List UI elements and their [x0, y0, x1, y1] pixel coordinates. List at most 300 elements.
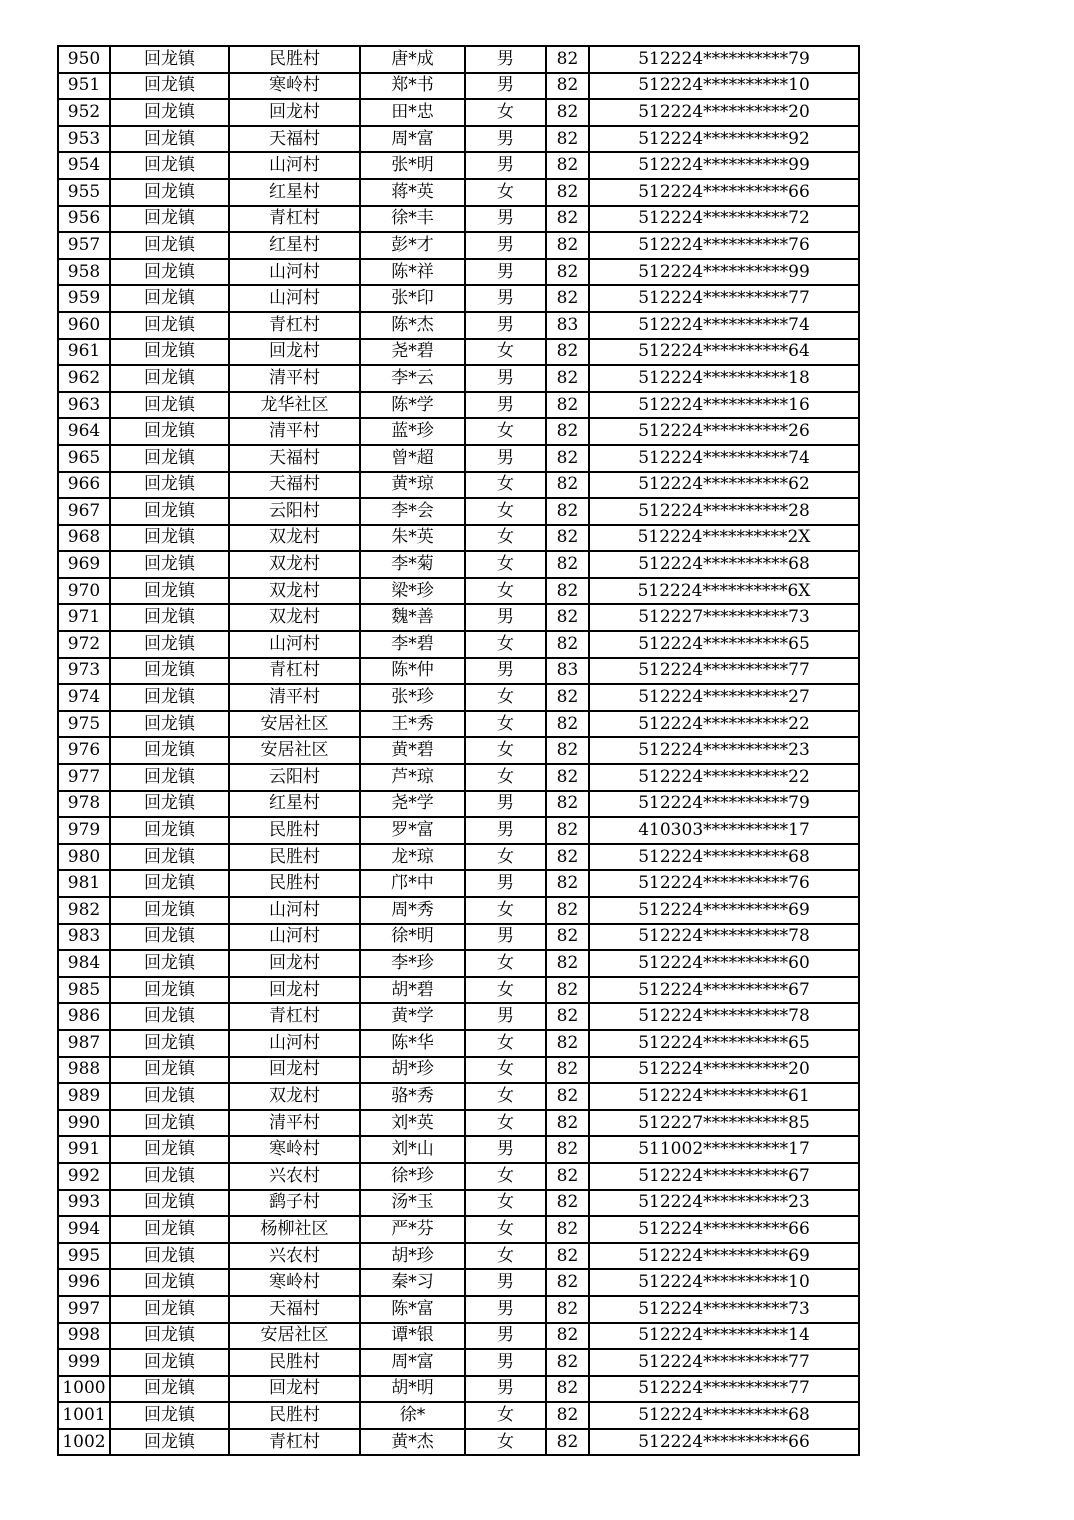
cell-age: 82 [546, 551, 589, 578]
cell-town: 回龙镇 [110, 1083, 229, 1110]
cell-town: 回龙镇 [110, 1163, 229, 1190]
cell-village: 山河村 [229, 924, 360, 951]
cell-name: 李*菊 [360, 551, 465, 578]
cell-village: 红星村 [229, 179, 360, 206]
cell-gender: 男 [465, 126, 546, 153]
cell-id_number: 512224**********92 [589, 126, 859, 153]
cell-id_number: 512224**********78 [589, 1003, 859, 1030]
cell-age: 82 [546, 445, 589, 472]
cell-town: 回龙镇 [110, 1402, 229, 1429]
cell-town: 回龙镇 [110, 126, 229, 153]
cell-village: 双龙村 [229, 604, 360, 631]
cell-index: 970 [58, 578, 110, 605]
cell-village: 云阳村 [229, 764, 360, 791]
cell-town: 回龙镇 [110, 206, 229, 233]
table-body [58, 46, 859, 1455]
cell-town: 回龙镇 [110, 1269, 229, 1296]
cell-gender: 男 [465, 1296, 546, 1323]
cell-id_number: 512224**********6X [589, 578, 859, 605]
cell-town: 回龙镇 [110, 897, 229, 924]
cell-town: 回龙镇 [110, 365, 229, 392]
cell-index: 962 [58, 365, 110, 392]
cell-gender: 女 [465, 578, 546, 605]
cell-age: 82 [546, 684, 589, 711]
cell-id_number: 512224**********69 [589, 897, 859, 924]
cell-town: 回龙镇 [110, 711, 229, 738]
cell-name: 黄*杰 [360, 1429, 465, 1456]
cell-village: 山河村 [229, 285, 360, 312]
table-row [58, 658, 859, 685]
cell-index: 982 [58, 897, 110, 924]
cell-town: 回龙镇 [110, 737, 229, 764]
table-row [58, 1429, 859, 1456]
cell-age: 83 [546, 658, 589, 685]
table-row [58, 977, 859, 1004]
table-row [58, 844, 859, 871]
cell-town: 回龙镇 [110, 1057, 229, 1084]
cell-village: 民胜村 [229, 1402, 360, 1429]
cell-village: 云阳村 [229, 498, 360, 525]
cell-index: 992 [58, 1163, 110, 1190]
cell-age: 82 [546, 1402, 589, 1429]
cell-name: 徐*明 [360, 924, 465, 951]
cell-age: 82 [546, 1349, 589, 1376]
cell-gender: 男 [465, 1349, 546, 1376]
cell-index: 955 [58, 179, 110, 206]
cell-gender: 女 [465, 418, 546, 445]
cell-gender: 男 [465, 1323, 546, 1350]
cell-gender: 男 [465, 285, 546, 312]
cell-village: 鹞子村 [229, 1190, 360, 1217]
table-row [58, 1376, 859, 1403]
cell-name: 梁*珍 [360, 578, 465, 605]
cell-town: 回龙镇 [110, 73, 229, 100]
cell-age: 82 [546, 498, 589, 525]
cell-name: 彭*才 [360, 232, 465, 259]
table-row [58, 285, 859, 312]
cell-name: 李*碧 [360, 631, 465, 658]
cell-index: 991 [58, 1136, 110, 1163]
cell-index: 953 [58, 126, 110, 153]
cell-village: 回龙村 [229, 977, 360, 1004]
cell-gender: 女 [465, 1190, 546, 1217]
cell-id_number: 512227**********73 [589, 604, 859, 631]
table-row [58, 631, 859, 658]
cell-town: 回龙镇 [110, 1429, 229, 1456]
cell-village: 天福村 [229, 1296, 360, 1323]
cell-name: 陈*学 [360, 392, 465, 419]
table-row [58, 791, 859, 818]
cell-age: 82 [546, 1057, 589, 1084]
table-row [58, 1323, 859, 1350]
cell-id_number: 512224**********10 [589, 1269, 859, 1296]
cell-village: 兴农村 [229, 1163, 360, 1190]
cell-index: 974 [58, 684, 110, 711]
cell-name: 胡*明 [360, 1376, 465, 1403]
table-row [58, 578, 859, 605]
cell-age: 82 [546, 73, 589, 100]
cell-village: 回龙村 [229, 99, 360, 126]
cell-town: 回龙镇 [110, 684, 229, 711]
cell-id_number: 512224**********67 [589, 1163, 859, 1190]
cell-id_number: 512224**********22 [589, 764, 859, 791]
cell-age: 82 [546, 1243, 589, 1270]
cell-index: 959 [58, 285, 110, 312]
table-row [58, 73, 859, 100]
cell-age: 82 [546, 1376, 589, 1403]
cell-index: 984 [58, 950, 110, 977]
cell-name: 黄*琼 [360, 472, 465, 499]
cell-index: 964 [58, 418, 110, 445]
cell-index: 977 [58, 764, 110, 791]
cell-index: 996 [58, 1269, 110, 1296]
table-row [58, 737, 859, 764]
cell-id_number: 512224**********74 [589, 445, 859, 472]
table-row [58, 924, 859, 951]
cell-id_number: 512224**********64 [589, 339, 859, 366]
cell-gender: 女 [465, 897, 546, 924]
cell-gender: 男 [465, 924, 546, 951]
cell-id_number: 512224**********18 [589, 365, 859, 392]
cell-gender: 女 [465, 684, 546, 711]
cell-name: 李*会 [360, 498, 465, 525]
cell-village: 清平村 [229, 684, 360, 711]
table-row [58, 1349, 859, 1376]
cell-age: 82 [546, 259, 589, 286]
cell-id_number: 512227**********85 [589, 1110, 859, 1137]
cell-town: 回龙镇 [110, 445, 229, 472]
table-row [58, 179, 859, 206]
cell-town: 回龙镇 [110, 977, 229, 1004]
cell-age: 82 [546, 604, 589, 631]
cell-id_number: 512224**********78 [589, 924, 859, 951]
cell-village: 山河村 [229, 152, 360, 179]
cell-name: 汤*玉 [360, 1190, 465, 1217]
cell-id_number: 511002**********17 [589, 1136, 859, 1163]
cell-id_number: 410303**********17 [589, 817, 859, 844]
cell-id_number: 512224**********61 [589, 1083, 859, 1110]
cell-name: 蓝*珍 [360, 418, 465, 445]
cell-index: 958 [58, 259, 110, 286]
roster-table [57, 45, 860, 1456]
cell-town: 回龙镇 [110, 152, 229, 179]
cell-town: 回龙镇 [110, 1349, 229, 1376]
cell-age: 82 [546, 1163, 589, 1190]
cell-village: 安居社区 [229, 737, 360, 764]
cell-index: 999 [58, 1349, 110, 1376]
cell-gender: 男 [465, 817, 546, 844]
cell-age: 82 [546, 1323, 589, 1350]
cell-index: 997 [58, 1296, 110, 1323]
cell-village: 民胜村 [229, 46, 360, 73]
cell-index: 994 [58, 1216, 110, 1243]
cell-town: 回龙镇 [110, 472, 229, 499]
cell-name: 罗*富 [360, 817, 465, 844]
cell-id_number: 512224**********72 [589, 206, 859, 233]
cell-index: 1001 [58, 1402, 110, 1429]
cell-index: 972 [58, 631, 110, 658]
cell-age: 82 [546, 365, 589, 392]
cell-id_number: 512224**********65 [589, 1030, 859, 1057]
cell-age: 82 [546, 870, 589, 897]
cell-id_number: 512224**********69 [589, 1243, 859, 1270]
cell-age: 82 [546, 924, 589, 951]
cell-name: 陈*祥 [360, 259, 465, 286]
cell-name: 张*明 [360, 152, 465, 179]
cell-name: 周*富 [360, 126, 465, 153]
cell-index: 995 [58, 1243, 110, 1270]
cell-age: 82 [546, 206, 589, 233]
cell-name: 龙*琼 [360, 844, 465, 871]
cell-index: 968 [58, 525, 110, 552]
cell-age: 82 [546, 897, 589, 924]
cell-gender: 男 [465, 232, 546, 259]
table-row [58, 1136, 859, 1163]
cell-name: 邝*中 [360, 870, 465, 897]
table-row [58, 46, 859, 73]
cell-index: 966 [58, 472, 110, 499]
cell-index: 987 [58, 1030, 110, 1057]
cell-name: 张*珍 [360, 684, 465, 711]
cell-id_number: 512224**********68 [589, 551, 859, 578]
cell-id_number: 512224**********67 [589, 977, 859, 1004]
cell-town: 回龙镇 [110, 764, 229, 791]
cell-id_number: 512224**********68 [589, 1402, 859, 1429]
table-row [58, 897, 859, 924]
cell-index: 976 [58, 737, 110, 764]
cell-village: 回龙村 [229, 339, 360, 366]
cell-name: 黄*学 [360, 1003, 465, 1030]
cell-gender: 女 [465, 179, 546, 206]
cell-name: 陈*杰 [360, 312, 465, 339]
cell-age: 82 [546, 1269, 589, 1296]
cell-age: 82 [546, 1110, 589, 1137]
cell-age: 82 [546, 1030, 589, 1057]
cell-gender: 男 [465, 1003, 546, 1030]
cell-index: 969 [58, 551, 110, 578]
cell-village: 天福村 [229, 472, 360, 499]
cell-id_number: 512224**********14 [589, 1323, 859, 1350]
cell-name: 骆*秀 [360, 1083, 465, 1110]
cell-gender: 女 [465, 1163, 546, 1190]
cell-age: 82 [546, 1296, 589, 1323]
cell-id_number: 512224**********26 [589, 418, 859, 445]
table-row [58, 392, 859, 419]
cell-village: 双龙村 [229, 525, 360, 552]
cell-village: 青杠村 [229, 658, 360, 685]
cell-age: 82 [546, 392, 589, 419]
cell-age: 82 [546, 631, 589, 658]
table-row [58, 152, 859, 179]
table-row [58, 312, 859, 339]
cell-gender: 女 [465, 99, 546, 126]
cell-village: 寒岭村 [229, 73, 360, 100]
cell-age: 82 [546, 950, 589, 977]
cell-index: 998 [58, 1323, 110, 1350]
cell-age: 83 [546, 312, 589, 339]
cell-name: 徐*珍 [360, 1163, 465, 1190]
cell-town: 回龙镇 [110, 1243, 229, 1270]
cell-gender: 女 [465, 1083, 546, 1110]
cell-age: 82 [546, 844, 589, 871]
table-row [58, 764, 859, 791]
cell-village: 民胜村 [229, 870, 360, 897]
cell-village: 清平村 [229, 418, 360, 445]
cell-age: 82 [546, 126, 589, 153]
table-row [58, 950, 859, 977]
cell-town: 回龙镇 [110, 578, 229, 605]
cell-id_number: 512224**********65 [589, 631, 859, 658]
cell-town: 回龙镇 [110, 631, 229, 658]
cell-age: 82 [546, 525, 589, 552]
cell-name: 李*珍 [360, 950, 465, 977]
cell-name: 刘*英 [360, 1110, 465, 1137]
cell-name: 芦*琼 [360, 764, 465, 791]
cell-gender: 女 [465, 1429, 546, 1456]
cell-id_number: 512224**********20 [589, 99, 859, 126]
table-row [58, 1163, 859, 1190]
cell-town: 回龙镇 [110, 1296, 229, 1323]
cell-id_number: 512224**********77 [589, 285, 859, 312]
table-row [58, 445, 859, 472]
cell-age: 82 [546, 817, 589, 844]
cell-age: 82 [546, 711, 589, 738]
cell-index: 965 [58, 445, 110, 472]
cell-index: 981 [58, 870, 110, 897]
cell-gender: 女 [465, 472, 546, 499]
cell-name: 陈*华 [360, 1030, 465, 1057]
cell-index: 989 [58, 1083, 110, 1110]
cell-gender: 女 [465, 1057, 546, 1084]
cell-index: 988 [58, 1057, 110, 1084]
cell-age: 82 [546, 46, 589, 73]
cell-index: 951 [58, 73, 110, 100]
cell-gender: 女 [465, 551, 546, 578]
cell-id_number: 512224**********76 [589, 870, 859, 897]
cell-name: 黄*碧 [360, 737, 465, 764]
cell-village: 回龙村 [229, 950, 360, 977]
cell-gender: 女 [465, 844, 546, 871]
table-row [58, 498, 859, 525]
cell-town: 回龙镇 [110, 1136, 229, 1163]
cell-age: 82 [546, 179, 589, 206]
cell-id_number: 512224**********28 [589, 498, 859, 525]
table-row [58, 1003, 859, 1030]
cell-gender: 男 [465, 392, 546, 419]
cell-index: 985 [58, 977, 110, 1004]
table-row [58, 259, 859, 286]
cell-name: 周*秀 [360, 897, 465, 924]
cell-age: 82 [546, 977, 589, 1004]
cell-town: 回龙镇 [110, 285, 229, 312]
table-row [58, 1083, 859, 1110]
table-row [58, 1057, 859, 1084]
cell-town: 回龙镇 [110, 179, 229, 206]
cell-index: 986 [58, 1003, 110, 1030]
cell-index: 954 [58, 152, 110, 179]
cell-town: 回龙镇 [110, 791, 229, 818]
cell-gender: 女 [465, 950, 546, 977]
cell-gender: 女 [465, 711, 546, 738]
cell-gender: 女 [465, 764, 546, 791]
cell-village: 民胜村 [229, 844, 360, 871]
cell-village: 双龙村 [229, 551, 360, 578]
cell-village: 山河村 [229, 259, 360, 286]
cell-gender: 女 [465, 498, 546, 525]
cell-town: 回龙镇 [110, 658, 229, 685]
cell-town: 回龙镇 [110, 1030, 229, 1057]
table-row [58, 1110, 859, 1137]
table-row [58, 817, 859, 844]
cell-id_number: 512224**********23 [589, 737, 859, 764]
cell-town: 回龙镇 [110, 1003, 229, 1030]
cell-town: 回龙镇 [110, 259, 229, 286]
cell-id_number: 512224**********2X [589, 525, 859, 552]
cell-age: 82 [546, 1136, 589, 1163]
cell-gender: 女 [465, 1030, 546, 1057]
cell-name: 郑*书 [360, 73, 465, 100]
table-row [58, 551, 859, 578]
cell-gender: 女 [465, 1243, 546, 1270]
cell-village: 红星村 [229, 791, 360, 818]
cell-name: 唐*成 [360, 46, 465, 73]
cell-age: 82 [546, 1003, 589, 1030]
cell-id_number: 512224**********77 [589, 658, 859, 685]
cell-gender: 男 [465, 73, 546, 100]
cell-gender: 男 [465, 259, 546, 286]
cell-id_number: 512224**********74 [589, 312, 859, 339]
cell-id_number: 512224**********73 [589, 1296, 859, 1323]
cell-gender: 女 [465, 1216, 546, 1243]
cell-id_number: 512224**********23 [589, 1190, 859, 1217]
cell-gender: 男 [465, 206, 546, 233]
cell-village: 青杠村 [229, 206, 360, 233]
cell-gender: 男 [465, 791, 546, 818]
table-row [58, 126, 859, 153]
table-row [58, 1296, 859, 1323]
cell-age: 82 [546, 339, 589, 366]
cell-gender: 男 [465, 1376, 546, 1403]
cell-town: 回龙镇 [110, 924, 229, 951]
cell-town: 回龙镇 [110, 950, 229, 977]
cell-village: 山河村 [229, 897, 360, 924]
cell-id_number: 512224**********20 [589, 1057, 859, 1084]
cell-name: 张*印 [360, 285, 465, 312]
cell-index: 957 [58, 232, 110, 259]
cell-town: 回龙镇 [110, 1323, 229, 1350]
cell-name: 李*云 [360, 365, 465, 392]
cell-gender: 女 [465, 525, 546, 552]
cell-id_number: 512224**********60 [589, 950, 859, 977]
cell-id_number: 512224**********66 [589, 1429, 859, 1456]
cell-id_number: 512224**********76 [589, 232, 859, 259]
cell-index: 960 [58, 312, 110, 339]
cell-gender: 男 [465, 445, 546, 472]
cell-town: 回龙镇 [110, 1216, 229, 1243]
cell-gender: 女 [465, 1110, 546, 1137]
cell-village: 红星村 [229, 232, 360, 259]
cell-id_number: 512224**********22 [589, 711, 859, 738]
cell-name: 田*忠 [360, 99, 465, 126]
table-row [58, 365, 859, 392]
table-row [58, 232, 859, 259]
cell-town: 回龙镇 [110, 46, 229, 73]
cell-name: 刘*山 [360, 1136, 465, 1163]
table-row [58, 472, 859, 499]
cell-index: 1000 [58, 1376, 110, 1403]
cell-gender: 女 [465, 977, 546, 1004]
cell-id_number: 512224**********66 [589, 179, 859, 206]
